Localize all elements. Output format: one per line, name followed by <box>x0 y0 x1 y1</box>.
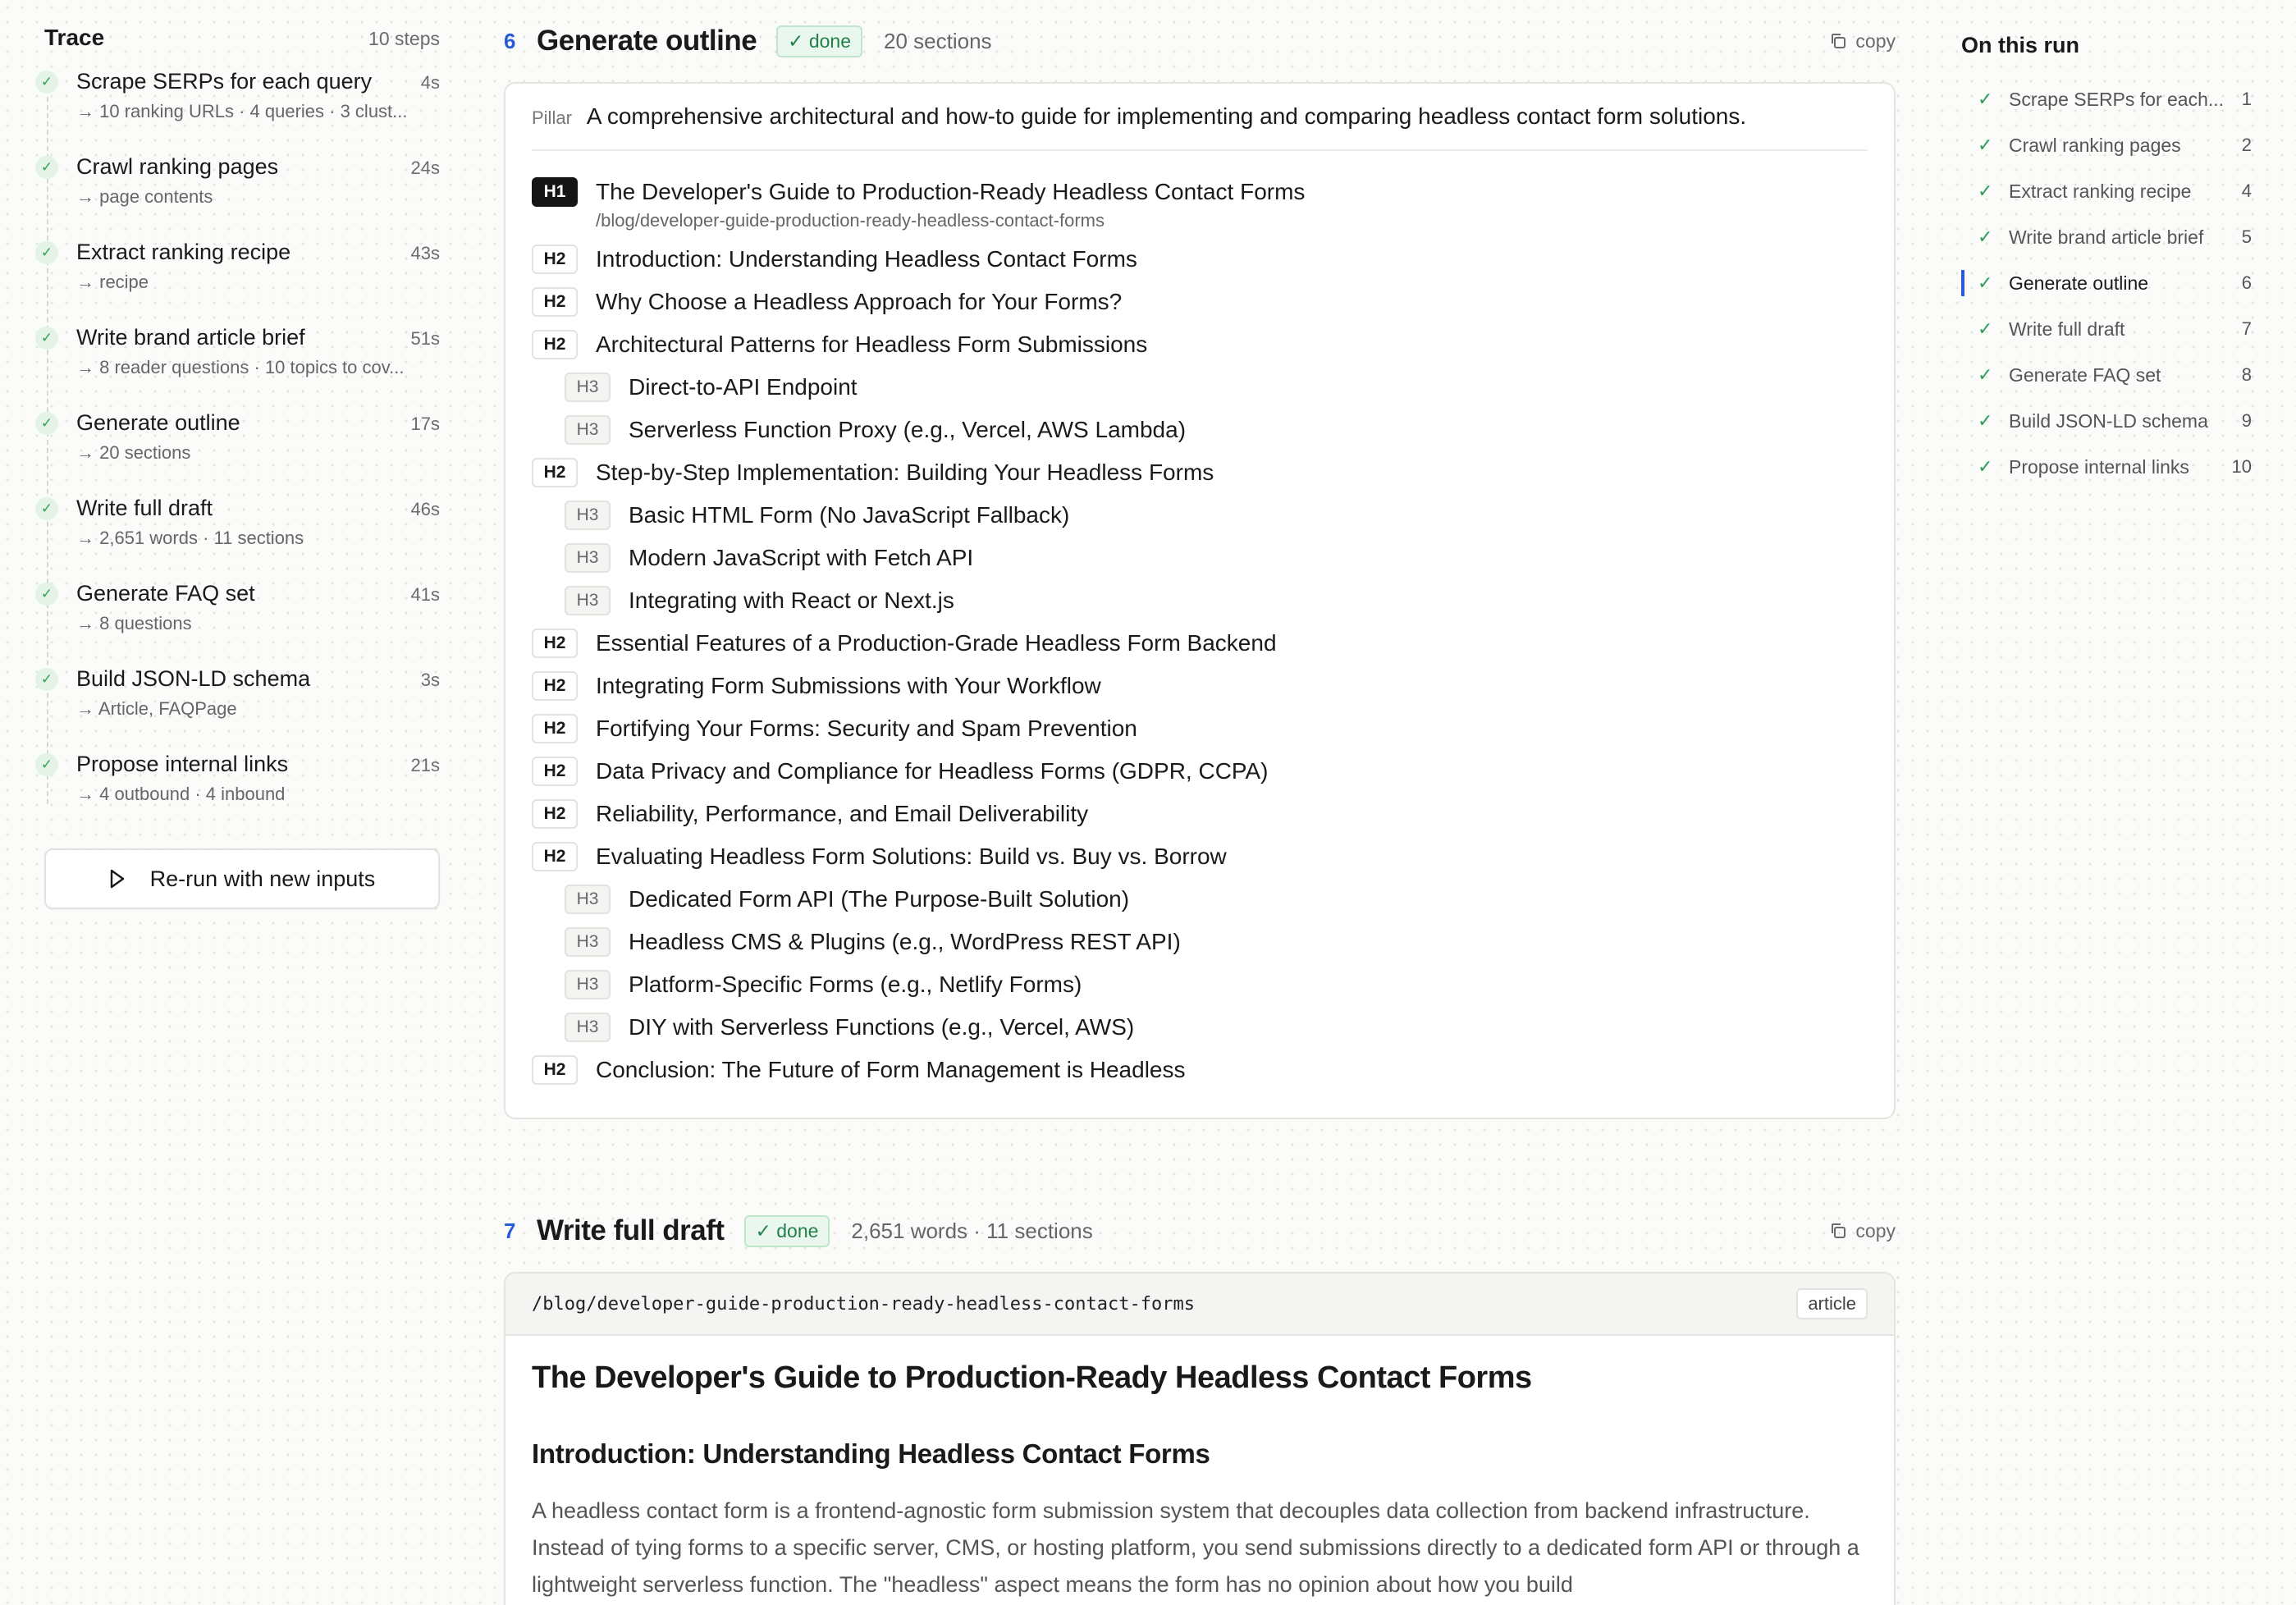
trace-title: Trace <box>44 25 105 50</box>
draft-h2: Introduction: Understanding Headless Contact Forms <box>532 1438 1210 1469</box>
outline-item <box>532 750 1868 793</box>
toc-item-number: 7 <box>2241 318 2252 339</box>
step-duration: 17s <box>410 414 440 434</box>
step-name: Build JSON-LD schema <box>76 666 311 691</box>
heading-level-tag: H2 <box>532 714 578 743</box>
trace-step[interactable] <box>40 752 440 837</box>
step-output: → 8 questions <box>76 613 192 633</box>
outline-item <box>532 366 1868 409</box>
check-icon: ✓ <box>1978 226 1993 247</box>
outline-item-text: Integrating Form Submissions with Your Workflow <box>596 673 1101 698</box>
outline-item-text: Evaluating Headless Form Solutions: Build vs. Buy vs. Borrow <box>596 844 1227 869</box>
outline-item-text: Reliability, Performance, and Email Deliverability <box>596 801 1089 826</box>
check-icon: ✓ <box>35 497 58 520</box>
toc-item[interactable] <box>1961 352 2252 398</box>
draft-h1: The Developer's Guide to Production-Ready Headless Contact Forms <box>532 1360 1532 1395</box>
copy-icon <box>1829 1222 1847 1240</box>
outline-item-text: Dedicated Form API (The Purpose-Built Solution) <box>629 886 1130 912</box>
step-duration: 46s <box>410 499 440 519</box>
pillar-label: Pillar <box>532 107 572 128</box>
trace-step[interactable] <box>40 410 440 496</box>
draft-body <box>505 1336 1894 1605</box>
step-output: → Article, FAQPage <box>76 698 237 719</box>
play-icon <box>109 869 126 889</box>
heading-level-tag: H2 <box>532 1055 578 1085</box>
status-badge: ✓ done <box>776 25 862 57</box>
article-badge: article <box>1796 1288 1868 1319</box>
toc-item-label: Extract ranking recipe <box>2009 180 2192 202</box>
heading-level-tag: H3 <box>565 415 611 445</box>
draft-section <box>504 1190 1896 1605</box>
outline-item <box>532 579 1868 622</box>
step-name: Write brand article brief <box>76 325 305 350</box>
check-icon: ✓ <box>35 412 58 435</box>
outline-list <box>532 174 1868 1091</box>
check-icon: ✓ <box>35 71 58 94</box>
check-icon: ✓ <box>35 327 58 350</box>
outline-item <box>532 238 1868 281</box>
toc-item-number: 5 <box>2241 226 2252 247</box>
outline-item-text: Architectural Patterns for Headless Form Submissions <box>596 332 1148 357</box>
outline-h1 <box>532 174 1868 231</box>
check-icon: ✓ <box>1978 456 1993 477</box>
toc-item[interactable] <box>1961 398 2252 444</box>
check-icon: ✓ <box>35 156 58 179</box>
outline-item <box>532 963 1868 1006</box>
heading-level-tag: H3 <box>565 373 611 402</box>
outline-item <box>532 921 1868 963</box>
step-output: → 20 sections <box>76 442 191 463</box>
step-name: Generate FAQ set <box>76 581 255 606</box>
outline-item-text: Introduction: Understanding Headless Contact Forms <box>596 246 1137 272</box>
outline-item-text: Fortifying Your Forms: Security and Spam Prevention <box>596 716 1137 741</box>
toc-item-number: 10 <box>2231 456 2252 477</box>
outline-item-text: DIY with Serverless Functions (e.g., Vercel, AWS) <box>629 1014 1135 1040</box>
toc-item-label: Crawl ranking pages <box>2009 134 2181 156</box>
check-icon: ✓ <box>1978 364 1993 385</box>
toc-item[interactable] <box>1961 306 2252 352</box>
step-output: → page contents <box>76 186 213 207</box>
trace-step-count: 10 steps <box>368 28 440 49</box>
outline-slug: /blog/developer-guide-production-ready-headless-contact-forms <box>596 210 1105 231</box>
check-icon: ✓ <box>35 241 58 264</box>
step-output: → 8 reader questions · 10 topics to cov... <box>76 357 405 377</box>
outline-item <box>532 494 1868 537</box>
outline-item <box>532 793 1868 835</box>
trace-panel <box>40 25 440 909</box>
pillar-row <box>532 103 1868 151</box>
heading-level-tag: H2 <box>532 458 578 487</box>
outline-item-text: Integrating with React or Next.js <box>629 588 954 613</box>
check-icon: ✓ <box>35 583 58 606</box>
heading-level-tag: H2 <box>532 671 578 701</box>
step-name: Scrape SERPs for each query <box>76 69 373 94</box>
heading-level-tag: H3 <box>565 927 611 957</box>
section-number: 7 <box>504 1218 516 1243</box>
toc-item-number: 4 <box>2241 181 2252 201</box>
outline-item <box>532 622 1868 665</box>
copy-icon <box>1829 32 1847 50</box>
trace-step[interactable] <box>40 154 440 240</box>
step-name: Crawl ranking pages <box>76 154 279 179</box>
step-duration: 3s <box>420 670 440 690</box>
check-icon: ✓ <box>1978 410 1993 431</box>
outline-item <box>532 451 1868 494</box>
rerun-button[interactable] <box>44 848 440 909</box>
toc-item-label: Generate outline <box>2009 272 2149 294</box>
heading-level-tag: H2 <box>532 629 578 658</box>
toc-item[interactable] <box>1961 122 2252 168</box>
step-duration: 4s <box>420 72 440 93</box>
step-output: → recipe <box>76 272 149 292</box>
pillar-text: A comprehensive architectural and how-to guide for implementing and comparing headless contact form solutions. <box>586 103 1747 129</box>
toc-item-number: 6 <box>2241 272 2252 293</box>
outline-card <box>504 82 1896 1119</box>
outline-item <box>532 707 1868 750</box>
heading-level-tag: H2 <box>532 757 578 786</box>
section-title: Generate outline <box>537 25 757 57</box>
toc-item[interactable] <box>1961 76 2252 122</box>
outline-item <box>532 537 1868 579</box>
toc-item-label: Build JSON-LD schema <box>2009 409 2208 432</box>
trace-step[interactable] <box>40 581 440 666</box>
toc-item-number: 1 <box>2241 89 2252 109</box>
heading-level-tag: H3 <box>565 970 611 999</box>
heading-level-tag: H3 <box>565 501 611 530</box>
step-name: Propose internal links <box>76 752 289 776</box>
trace-step[interactable] <box>40 69 440 154</box>
section-meta: 2,651 words · 11 sections <box>851 1218 1093 1243</box>
check-icon: ✓ <box>35 668 58 691</box>
check-icon: ✓ <box>1978 181 1993 201</box>
check-icon: ✓ <box>1978 272 1993 293</box>
heading-level-tag: H2 <box>532 287 578 317</box>
outline-item-text: Conclusion: The Future of Form Management is Headless <box>596 1057 1186 1082</box>
heading-level-tag: H2 <box>532 842 578 871</box>
trace-header <box>44 25 440 51</box>
toc-item-label: Propose internal links <box>2009 455 2189 478</box>
copy-button[interactable] <box>1829 1220 1896 1242</box>
toc-item-number: 9 <box>2241 410 2252 431</box>
toc-item-label: Write full draft <box>2009 318 2125 340</box>
check-icon: ✓ <box>1978 89 1993 109</box>
trace-step[interactable] <box>40 496 440 581</box>
outline-header <box>504 0 1896 82</box>
outline-item <box>532 281 1868 323</box>
outline-item-text: Essential Features of a Production-Grade Headless Form Backend <box>596 630 1277 656</box>
check-icon: ✓ <box>1978 318 1993 339</box>
section-meta: 20 sections <box>884 28 992 53</box>
heading-level-tag: H2 <box>532 330 578 359</box>
step-output: → 4 outbound · 4 inbound <box>76 784 286 804</box>
step-name: Extract ranking recipe <box>76 240 291 264</box>
step-duration: 24s <box>410 158 440 178</box>
step-name: Write full draft <box>76 496 213 520</box>
copy-label: copy <box>1855 1219 1896 1241</box>
toc-item[interactable] <box>1961 168 2252 214</box>
outline-item <box>532 878 1868 921</box>
status-badge: ✓ done <box>744 1215 830 1247</box>
heading-level-tag: H3 <box>565 885 611 914</box>
check-icon: ✓ <box>1978 135 1993 155</box>
toc-item-label: Scrape SERPs for each... <box>2009 88 2225 110</box>
toc-item-number: 8 <box>2241 364 2252 385</box>
heading-level-tag: H2 <box>532 799 578 829</box>
outline-item-text: Serverless Function Proxy (e.g., Vercel, AWS Lambda) <box>629 417 1187 442</box>
outline-item-text: Data Privacy and Compliance for Headless Forms (GDPR, CCPA) <box>596 758 1269 784</box>
draft-paragraph: A headless contact form is a frontend-agnostic form submission system that decouples data collection from backend infrastructure. Instead of tying forms to a specific server, CMS, or hosting platform, you send submissions directly to a dedicated form API or through a lightweight serverless function. The "headless" aspect means the form has no opinion about how you build <box>532 1498 1859 1597</box>
trace-step[interactable] <box>40 240 440 325</box>
main-content <box>504 0 1896 1605</box>
heading-level-tag: H3 <box>565 586 611 615</box>
step-duration: 43s <box>410 243 440 263</box>
rerun-label: Re-run with new inputs <box>149 866 376 891</box>
outline-item-text: Step-by-Step Implementation: Building Your Headless Forms <box>596 460 1214 485</box>
draft-card <box>504 1272 1896 1605</box>
trace-step[interactable] <box>40 666 440 752</box>
heading-level-tag: H3 <box>565 1013 611 1042</box>
step-duration: 51s <box>410 328 440 349</box>
draft-header <box>504 1190 1896 1272</box>
toc-item[interactable] <box>1961 444 2252 490</box>
step-duration: 41s <box>410 584 440 605</box>
outline-item-text: Platform-Specific Forms (e.g., Netlify Forms) <box>629 972 1082 997</box>
trace-steps <box>40 69 440 837</box>
section-number: 6 <box>504 28 516 53</box>
toc-item-label: Write brand article brief <box>2009 226 2204 248</box>
outline-h1-text: The Developer's Guide to Production-Ready Headless Contact Forms <box>596 179 1306 204</box>
outline-item-text: Headless CMS & Plugins (e.g., WordPress REST API) <box>629 929 1181 954</box>
toc-title: On this run <box>1961 33 2079 57</box>
step-output: → 10 ranking URLs · 4 queries · 3 clust... <box>76 101 408 121</box>
step-output: → 2,651 words · 11 sections <box>76 528 304 548</box>
toc-item[interactable] <box>1961 260 2252 306</box>
outline-item <box>532 1049 1868 1091</box>
outline-item <box>532 323 1868 366</box>
toc-item-number: 2 <box>2241 135 2252 155</box>
outline-item <box>532 409 1868 451</box>
trace-step[interactable] <box>40 325 440 410</box>
heading-level-tag: H2 <box>532 245 578 274</box>
draft-slug: /blog/developer-guide-production-ready-headless-contact-forms <box>532 1293 1195 1315</box>
outline-item <box>532 835 1868 878</box>
step-name: Generate outline <box>76 410 240 435</box>
outline-item <box>532 1006 1868 1049</box>
check-icon: ✓ <box>35 753 58 776</box>
outline-item-text: Modern JavaScript with Fetch API <box>629 545 974 570</box>
heading-level-tag: H3 <box>565 543 611 573</box>
copy-label: copy <box>1855 30 1896 52</box>
run-toc <box>1961 33 2252 490</box>
section-title: Write full draft <box>537 1214 725 1246</box>
toc-item[interactable] <box>1961 214 2252 260</box>
outline-section <box>504 0 1896 1119</box>
heading-level-tag: H1 <box>532 177 578 207</box>
outline-item-text: Direct-to-API Endpoint <box>629 374 858 400</box>
draft-toolbar <box>505 1273 1894 1336</box>
outline-item <box>532 665 1868 707</box>
copy-button[interactable] <box>1829 30 1896 53</box>
toc-item-label: Generate FAQ set <box>2009 364 2161 386</box>
step-duration: 21s <box>410 755 440 775</box>
outline-item-text: Basic HTML Form (No JavaScript Fallback) <box>629 502 1070 528</box>
outline-item-text: Why Choose a Headless Approach for Your Forms? <box>596 289 1123 314</box>
